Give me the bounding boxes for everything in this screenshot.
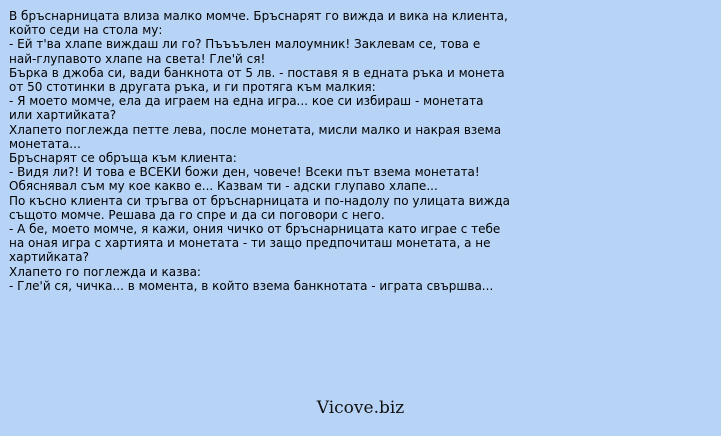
joke-line: В бръснарницата влиза малко момче. Бръснарят го вижда и вика на клиента, bbox=[9, 9, 508, 23]
joke-line: който седи на стола му: bbox=[9, 23, 163, 38]
joke-line: - Видя ли?! И това е ВСЕКИ божи ден, човече! Всеки път взема монетата! bbox=[9, 165, 480, 180]
joke-line: - Гле'й ся, чичка... в момента, в който взема банкнотата - играта свършва... bbox=[9, 278, 494, 293]
joke-line: монетата... bbox=[9, 136, 81, 151]
joke-line: - Ей т'ва хлапе виждаш ли го? Пъъъълен малоумник! Заклевам се, това е bbox=[9, 37, 481, 52]
site-watermark: Vicove.biz bbox=[316, 398, 405, 418]
joke-line: или хартийката? bbox=[9, 108, 117, 123]
joke-line: най-глупавото хлапе на света! Гле'й ся! bbox=[9, 51, 266, 66]
joke-line: Хлапето го поглежда и казва: bbox=[9, 264, 201, 279]
joke-line: на оная игра с хартията и монетата - ти защо предпочиташ монетата, а не bbox=[9, 236, 491, 251]
joke-line: Бръснарят се обръща към клиента: bbox=[9, 151, 237, 166]
joke-line: хартийката? bbox=[9, 250, 89, 265]
joke-text bbox=[9, 9, 709, 293]
joke-line: Обяснявал съм му кое какво е... Казвам ти - адски глупаво хлапе... bbox=[9, 179, 438, 194]
joke-line: - А бе, моето момче, я кажи, ония чичко от бръснарницата като играе с тебе bbox=[9, 222, 501, 237]
joke-line: от 50 стотинки в другата ръка, и ги протяга към малкия: bbox=[9, 80, 376, 95]
joke-line: същото момче. Решава да го спре и да си поговори с него. bbox=[9, 207, 385, 222]
joke-line: Бърка в джоба си, вади банкнота от 5 лв. - поставя я в едната ръка и монета bbox=[9, 65, 505, 80]
joke-line: - Я моето момче, ела да играем на една игра... кое си избираш - монетата bbox=[9, 94, 484, 109]
joke-line: По късно клиента си тръгва от бръснарницата и по-надолу по улицата вижда bbox=[9, 193, 510, 208]
joke-line: Хлапето поглежда петте лева, после монетата, мисли малко и накрая взема bbox=[9, 122, 502, 137]
